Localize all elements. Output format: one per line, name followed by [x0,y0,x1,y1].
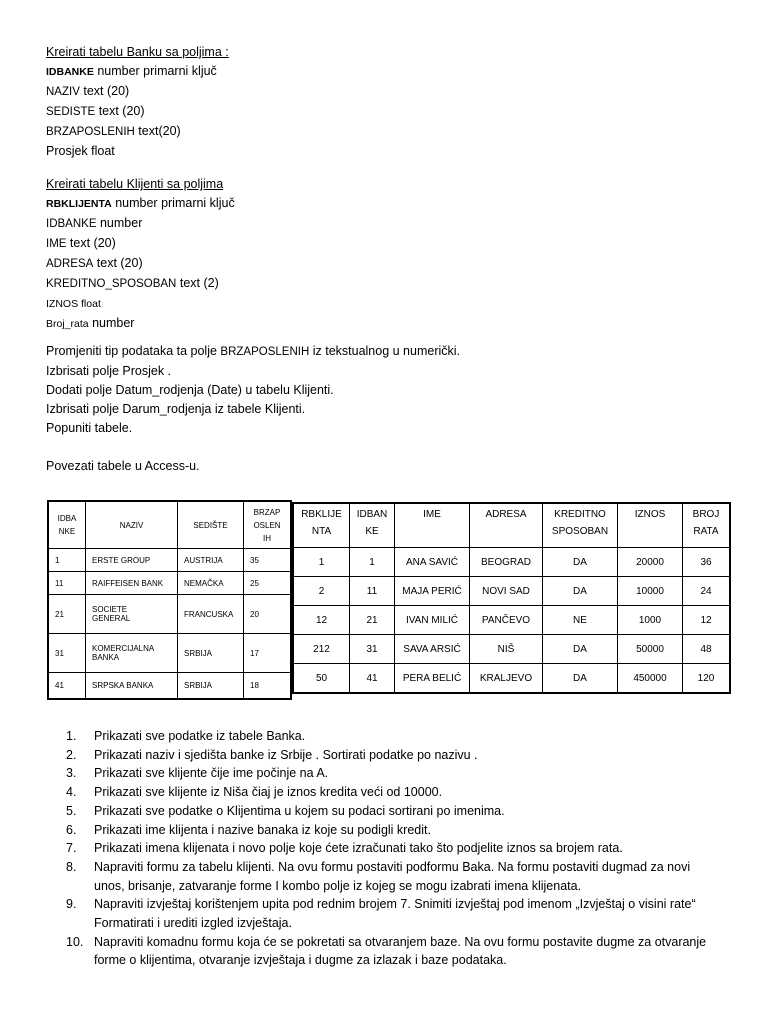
table-cell: 450000 [618,664,683,694]
field-line: BRZAPOSLENIH text(20) [46,124,181,138]
field-line: IME text (20) [46,236,116,250]
instruction-line: Izbrisati polje Darum_rodjenja iz tabele Klijenti. [46,402,306,416]
table-cell: KRALJEVO [470,664,543,694]
field-line: NAZIV text (20) [46,84,130,98]
table-row [48,572,291,595]
table-cell: 35 [244,549,292,572]
field-line: ADRESA text (20) [46,256,143,270]
table-header: SEDIŠTE [178,501,244,549]
table-row [48,673,291,699]
instruction-line: Promjeniti tip podataka ta polje BRZAPOSLENIH iz tekstualnog u numerički. [46,344,461,358]
table-cell: 1 [48,549,86,572]
table-cell: ANA SAVIĆ [395,548,470,577]
table-cell: 1000 [618,606,683,635]
table-cell: NEMAČKA [178,572,244,595]
list-item: 5. Prikazati sve podatke o Klijentima u kojem su podaci sortirani po imenima. [66,803,505,818]
instruction-line: Povezati tabele u Access-u. [46,459,200,473]
table-header: BROJ RATA [683,503,731,548]
table-header: IZNOS [618,503,683,548]
table-row [48,634,291,673]
table-cell: DA [543,664,618,694]
table-cell: SRBIJA [178,634,244,673]
list-item: 8. Napraviti formu za tabelu klijenti. Na ovu formu postaviti podformu Baka. Na formu postaviti dugmad za novi unos, brisanje, zatvaranje forme I kombo polje iz kojeg se mogu izabrati imena klijenata. [66,859,691,893]
table-header: IME [395,503,470,548]
table-cell: DA [543,577,618,606]
table-header: IDBAN KE [350,503,395,548]
field-line: Broj_rata number [46,316,135,330]
table-header-row [48,501,291,549]
table-cell: 21 [48,595,86,634]
banka-table [47,500,292,700]
table-cell: SOCIETE GENERAL [86,595,178,634]
table-header: ADRESA [470,503,543,548]
table-cell: 31 [350,635,395,664]
table-cell: 1 [293,548,350,577]
table-cell: BEOGRAD [470,548,543,577]
field-line: IDBANKE number [46,216,143,230]
table-cell: AUSTRIJA [178,549,244,572]
table-cell: DA [543,635,618,664]
table-cell: 11 [48,572,86,595]
field-line: KREDITNO_SPOSOBAN text (2) [46,276,219,290]
table-cell: ERSTE GROUP [86,549,178,572]
table-row [293,548,730,577]
table-cell: FRANCUSKA [178,595,244,634]
table-row [48,595,291,634]
table-cell: SRPSKA BANKA [86,673,178,699]
instruction-line: Izbrisati polje Prosjek . [46,364,172,378]
table-cell: 25 [244,572,292,595]
table-cell: 48 [683,635,731,664]
table-header-row [293,503,730,548]
section-title: Kreirati tabelu Banku sa poljima : [46,45,229,59]
table-cell: 31 [48,634,86,673]
table-cell: 17 [244,634,292,673]
table-header: BRZAP OSLEN IH [244,501,292,549]
table-row [48,549,291,572]
field-line: IZNOS float [46,298,101,310]
table-cell: 212 [293,635,350,664]
list-item: 4. Prikazati sve klijente iz Niša čiaj je iznos kredita veći od 10000. [66,785,443,800]
table-cell: 24 [683,577,731,606]
table-header: NAZIV [86,501,178,549]
section-klijenti [46,175,235,334]
table-header: IDBA NKE [48,501,86,549]
table-cell: NOVI SAD [470,577,543,606]
table-cell: 120 [683,664,731,694]
table-header: KREDITNO SPOSOBAN [543,503,618,548]
table-cell: PERA BELIĆ [395,664,470,694]
table-cell: 20000 [618,548,683,577]
table-row [293,606,730,635]
table-cell: RAIFFEISEN BANK [86,572,178,595]
list-item: 9. Napraviti izvještaj korištenjem upita pod rednim brojem 7. Snimiti izvještaj pod imenom „Izvještaj o visini rate“ Formatirati i urediti izgled izvještaja. [66,897,696,931]
table-cell: 10000 [618,577,683,606]
table-cell: DA [543,548,618,577]
field-line: Prosjek float [46,144,115,158]
section-instructions [46,342,460,476]
table-cell: KOMERCIJALNA BANKA [86,634,178,673]
field-line: SEDISTE text (20) [46,104,145,118]
table-cell: 50000 [618,635,683,664]
section-banka [46,43,229,161]
table-cell: 2 [293,577,350,606]
list-item: 7. Prikazati imena klijenata i novo polje koje ćete izračunati tako što podjelite iznos sa brojem rata. [66,841,623,856]
list-item: 6. Prikazati ime klijenta i nazive banaka iz koje su podigli kredit. [66,822,431,837]
instruction-line: Popuniti tabele. [46,421,133,435]
table-cell: 36 [683,548,731,577]
table-cell: 50 [293,664,350,694]
table-cell: MAJA PERIĆ [395,577,470,606]
table-cell: 20 [244,595,292,634]
table-cell: SAVA ARSIĆ [395,635,470,664]
table-cell: 41 [350,664,395,694]
list-item: 1. Prikazati sve podatke iz tabele Banka. [66,729,306,743]
list-item: 2. Prikazati naziv i sjedišta banke iz Srbije . Sortirati podatke po nazivu . [66,747,478,762]
list-item: 10. Napraviti komadnu formu koja će se pokretati sa otvaranjem baze. Na ovu formu postavite dugme za otvaranje forme o klijentima, otvaranje izvještaja i dugme za izlazak i baze podataka. [66,934,707,968]
table-row [293,577,730,606]
table-cell: SRBIJA [178,673,244,699]
field-line: RBKLIJENTA number primarni ključ [46,196,235,210]
table-cell: 18 [244,673,292,699]
table-cell: 11 [350,577,395,606]
table-cell: PANČEVO [470,606,543,635]
klijenti-table [292,502,731,694]
table-cell: 41 [48,673,86,699]
table-cell: 21 [350,606,395,635]
instruction-line: Dodati polje Datum_rodjenja (Date) u tabelu Klijenti. [46,383,334,397]
table-cell: NIŠ [470,635,543,664]
table-cell: NE [543,606,618,635]
table-cell: 12 [683,606,731,635]
table-row [293,664,730,694]
task-list [66,727,724,970]
table-cell: IVAN MILIĆ [395,606,470,635]
table-header: RBKLIJE NTA [293,503,350,548]
section-title: Kreirati tabelu Klijenti sa poljima [46,177,224,191]
table-cell: 1 [350,548,395,577]
table-row [293,635,730,664]
table-cell: 12 [293,606,350,635]
list-item: 3. Prikazati sve klijente čije ime počinje na A. [66,766,329,781]
field-line: IDBANKE number primarni ključ [46,64,217,78]
